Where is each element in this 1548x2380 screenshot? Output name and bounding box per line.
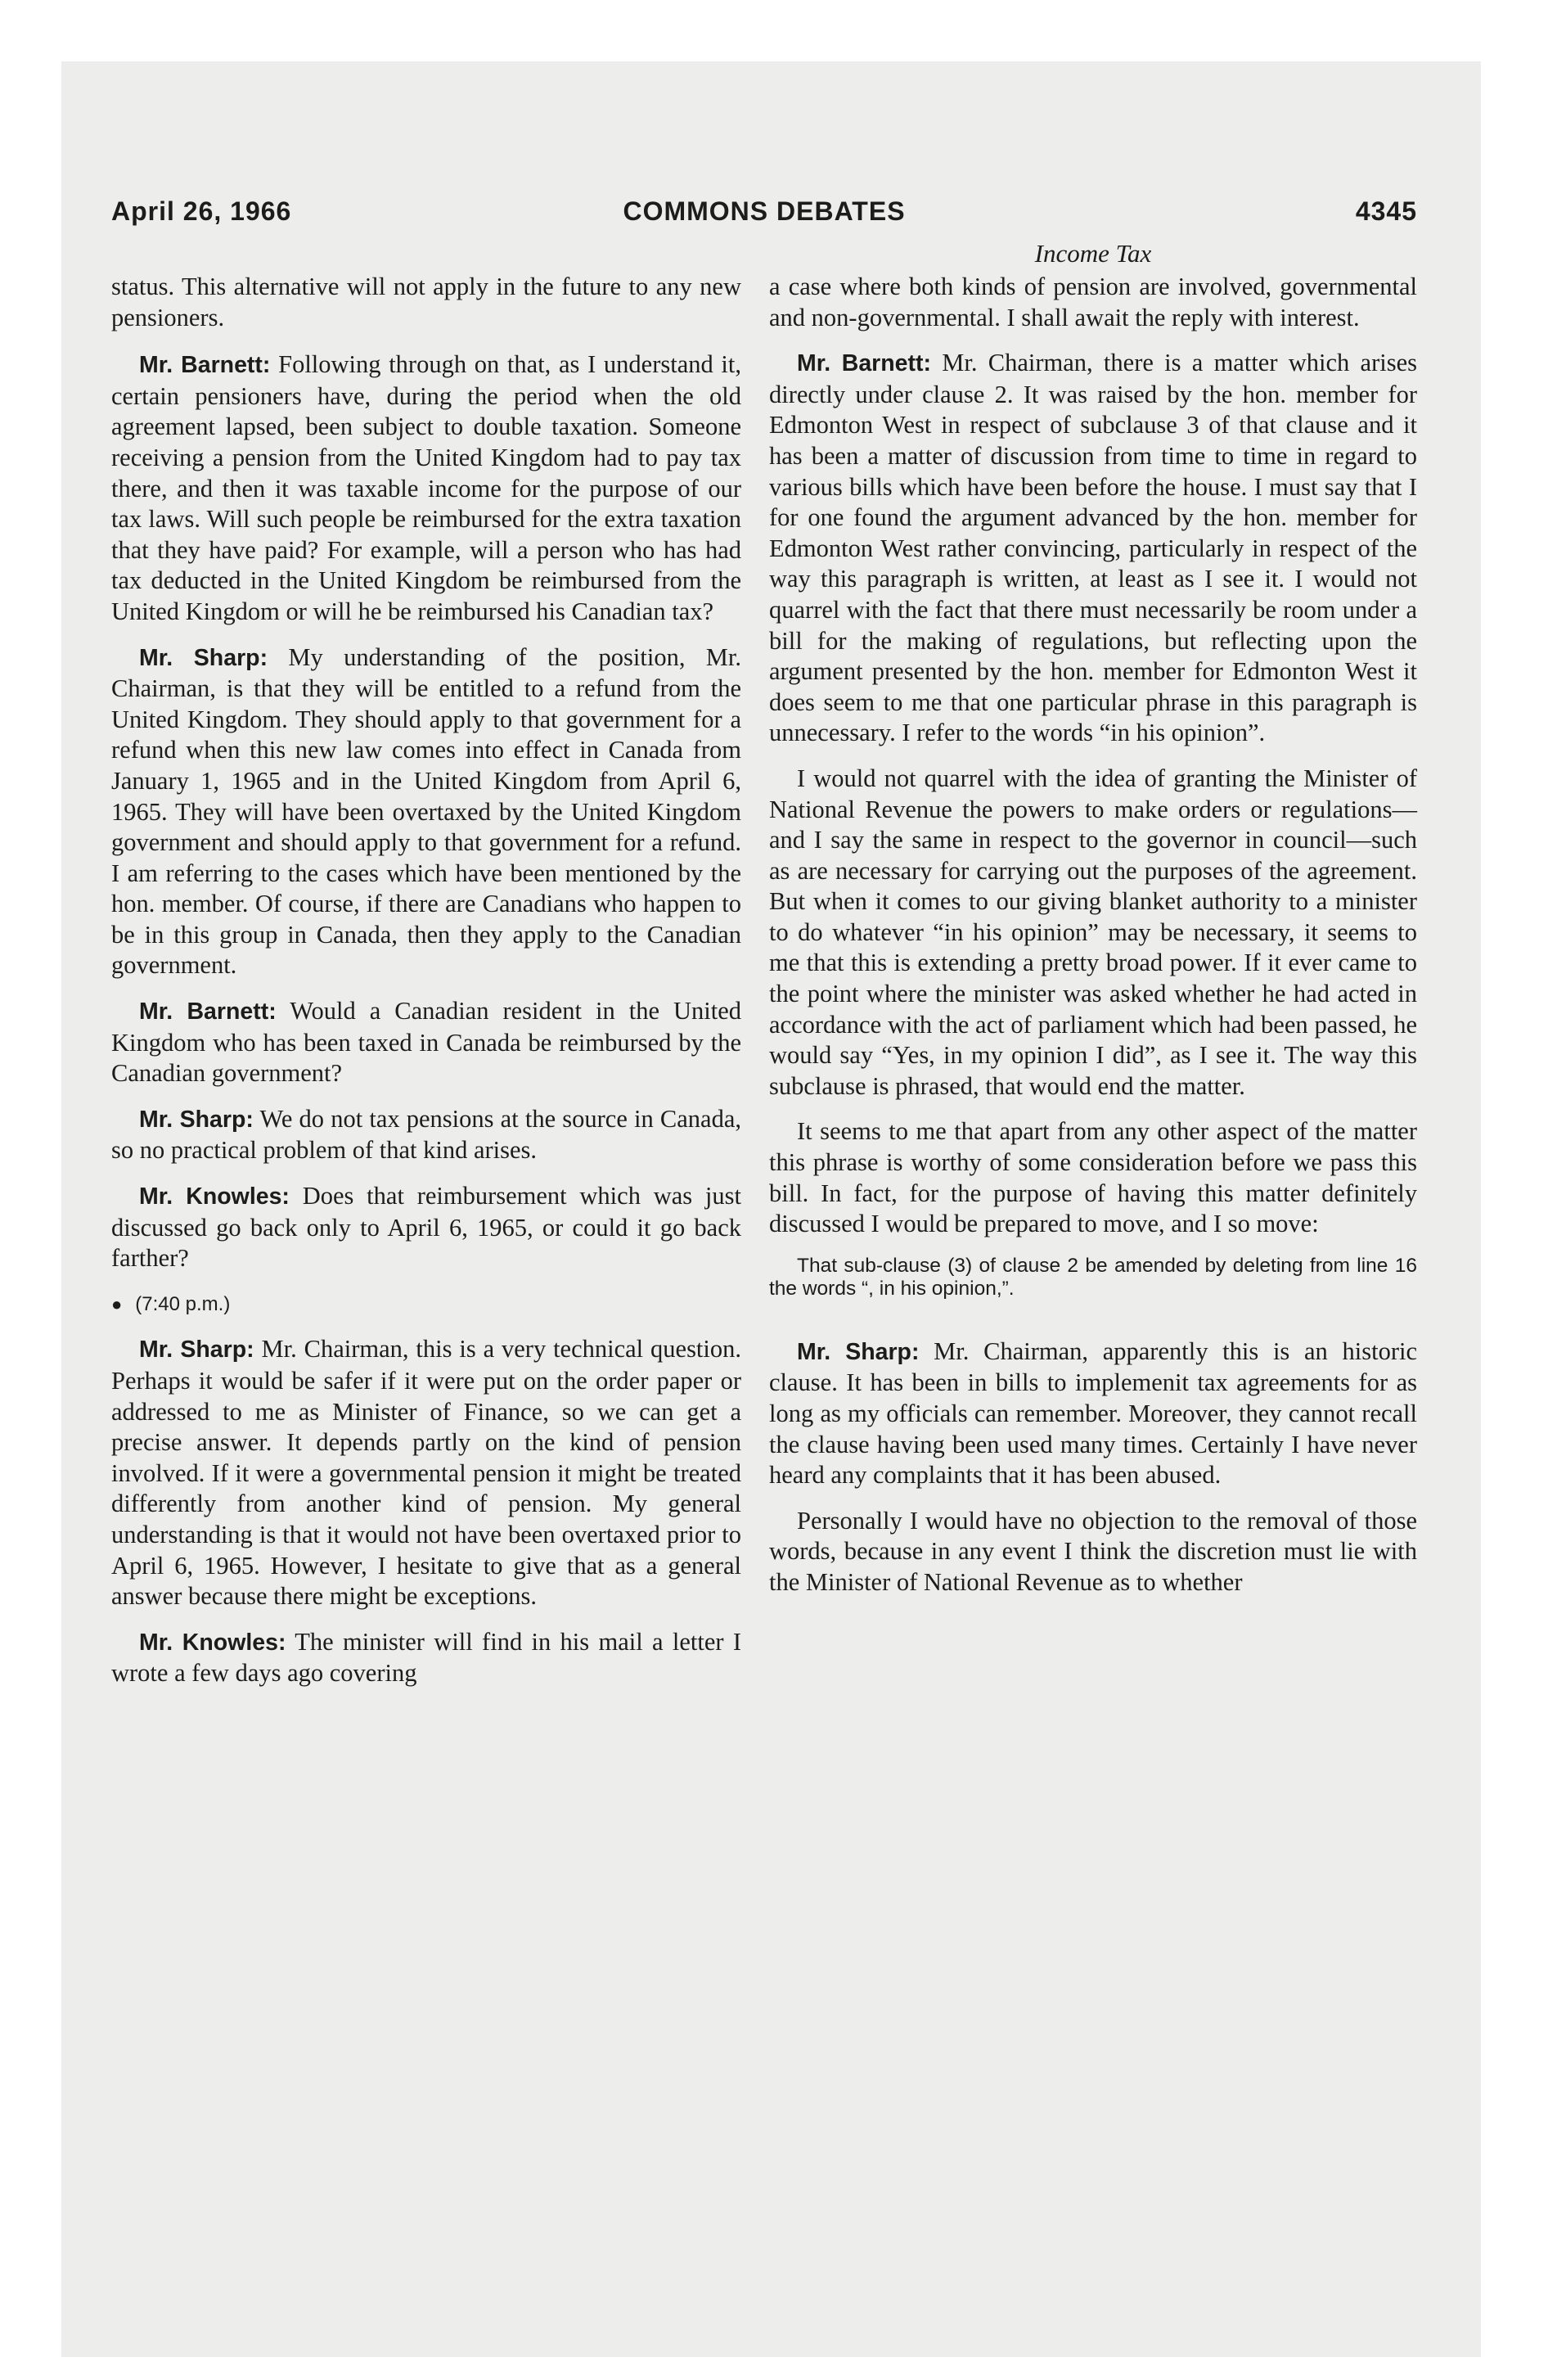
paragraph-text: I would not quarrel with the idea of granting the Minister of National Revenue the powers to make orders or regulations—and I say the same in respect to the governor in council—such as are necessary for carrying out the purposes of the agreement. But when it comes to our giving blanket authority to a minister to do whatever “in his opinion” may be necessary, it seems to me that this is extending a pretty broad power. If it ever came to the point where the minister was asked whether he had acted in accordance with the act of parliament which had been passed, he would say “Yes, in my opinion I did”, as I see it. The way this subclause is phrased, that would end the matter.: [769, 764, 1417, 1100]
paragraph-text: Mr. Chairman, this is a very technical question. Perhaps it would be safer if it were put on the order paper or addressed to me as Minister of Finance, so we can get a precise answer. It depends partly on the kind of pension involved. If it were a governmental pension it might be treated differently from another kind of pension. My general understanding is that it would not have been overtaxed prior to April 6, 1965. However, I hesitate to give that as a general answer because there might be exceptions.: [111, 1335, 742, 1611]
paragraph: [769, 764, 1417, 1102]
paragraph: [111, 642, 741, 982]
speaker-name: Mr. Sharp:: [797, 1338, 920, 1365]
paragraph-text: Would a Canadian resident in the United Kingdom who has been taxed in Canada be reimbursed by the Canadian government?: [111, 997, 741, 1088]
paragraph-text: My understanding of the position, Mr. Chairman, is that they will be entitled to a refund from the United Kingdom. They should apply to that government for a refund when this new law comes into effect in Canada from January 1, 1965 and in the United Kingdom from April 6, 1965. They will have been overtaxed by the United Kingdom government and should apply to that government for a refund. I am referring to the cases which have been mentioned by the hon. member. Of course, if there are Canadians who happen to be in this group in Canada, then they apply to the Canadian government.: [111, 642, 741, 980]
paragraph: [111, 1627, 741, 1689]
page-header: [111, 196, 1417, 237]
paragraph-text: status. This alternative will not apply in the future to any new pensioners.: [111, 273, 741, 331]
paragraph: [111, 1104, 741, 1166]
speaker-name: Mr. Barnett:: [797, 350, 931, 377]
paragraph: [111, 1334, 741, 1611]
paragraph: [769, 348, 1417, 749]
paragraph-text: Personally I would have no objection to the removal of those words, because in any event I think the discretion must lie with the Minister of National Revenue as to whether: [769, 1506, 1417, 1596]
paragraph: [111, 1181, 741, 1274]
section-heading: Income Tax: [1034, 239, 1152, 268]
paragraph-text: Mr. Chairman, there is a matter which arises directly under clause 2. It was raised by the hon. member for Edmonton West in respect of subclause 3 of that clause and it has been a matter of discussion from time to time in regard to various bills which have been before the house. I must say that I for one found the argument advanced by the hon. member for Edmonton West rather convincing, particularly in respect of the way this paragraph is written, at least as I see it. I would not quarrel with the fact that there must necessarily be room under a bill for the making of regulations, but reflecting upon the argument presented by the hon. member for Edmonton West it does seem to me that one particular phrase in this paragraph is unnecessary. I refer to the words “in his opinion”.: [769, 349, 1418, 747]
speaker-name: Mr. Knowles:: [139, 1183, 290, 1210]
paragraph-text: It seems to me that apart from any other aspect of the matter this phrase is worthy of some consideration before we pass this bill. In fact, for the purpose of having this matter definitely discussed I would be prepared to move, and I so move:: [769, 1117, 1417, 1238]
right-column: [769, 237, 1417, 1613]
bullet-icon: ●: [111, 1293, 123, 1314]
time-marker-text: (7:40 p.m.): [135, 1292, 231, 1315]
speaker-name: Mr. Sharp:: [139, 644, 268, 671]
speaker-name: Mr. Barnett:: [139, 352, 271, 379]
speaker-name: Mr. Knowles:: [139, 1629, 286, 1656]
paragraph-text: Does that reimbursement which was just discussed go back only to April 6, 1965, or could it go back farther?: [111, 1182, 741, 1273]
paragraph: [769, 272, 1417, 333]
paragraph: [111, 272, 741, 333]
paragraph-text: The minister will find in his mail a letter I wrote a few days ago covering: [111, 1627, 741, 1688]
left-column: [111, 272, 741, 1704]
paragraph: [111, 349, 741, 627]
paragraph: [769, 1506, 1417, 1598]
speaker-name: Mr. Sharp:: [139, 1106, 254, 1133]
header-date: April 26, 1966: [111, 196, 292, 226]
motion-text: That sub-clause (3) of clause 2 be amended by deleting from line 16 the words “, in his opinion,”.: [769, 1254, 1417, 1300]
paragraph-text: Following through on that, as I understand it, certain pensioners have, during the period when the old agreement lapsed, been subject to double taxation. Someone receiving a pension from the United Kingdom had to pay tax there, and then it was taxable income for the purpose of our tax laws. Will such people be reimbursed for the extra taxation that they have paid? For example, will a person who has had tax deducted in the United Kingdom be reimbursed from the United Kingdom or will he be reimbursed his Canadian tax?: [111, 350, 741, 625]
header-publication: COMMONS DEBATES: [623, 196, 906, 226]
paragraph: [111, 996, 741, 1089]
paragraph: [769, 1336, 1417, 1491]
speaker-name: Mr. Barnett:: [139, 998, 277, 1025]
header-page-number: 4345: [1355, 196, 1417, 226]
paragraph-text: a case where both kinds of pension are involved, governmental and non-governmental. I shall await the reply with interest.: [769, 273, 1417, 331]
paragraph: [769, 1116, 1417, 1239]
paragraph-text: Mr. Chairman, apparently this is an historic clause. It has been in bills to implemenit tax agreements for as long as my officials can remember. Moreover, they cannot recall the clause having been used many times. Certainly I have never heard any complaints that it has been abused.: [769, 1336, 1417, 1490]
paragraph-text: We do not tax pensions at the source in Canada, so no practical problem of that kind arises.: [111, 1104, 742, 1165]
speaker-name: Mr. Sharp:: [139, 1336, 254, 1364]
time-marker: [111, 1289, 741, 1320]
